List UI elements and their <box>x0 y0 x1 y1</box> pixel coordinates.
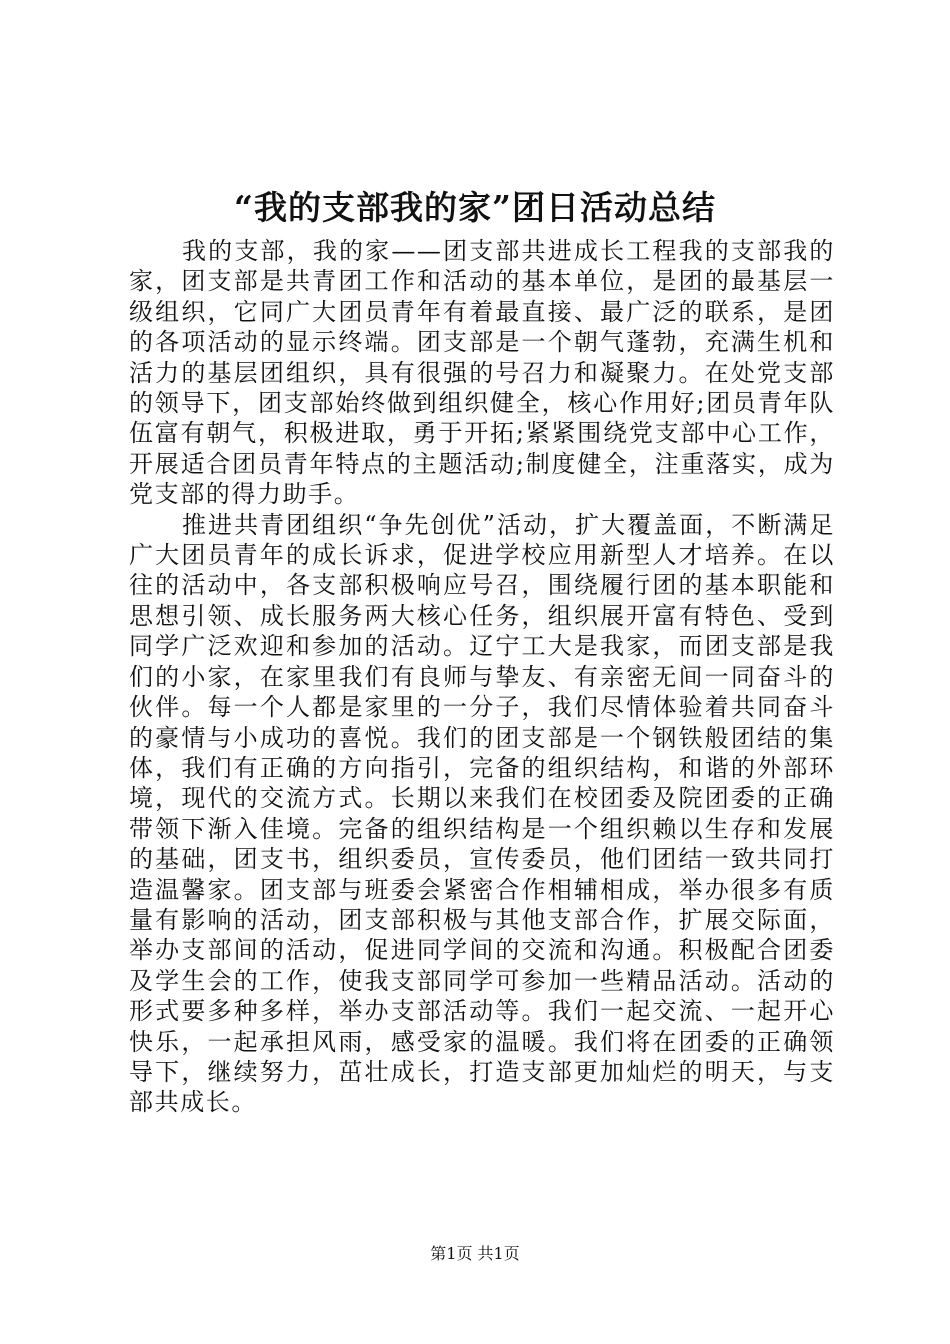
body-paragraph-2: 推进共青团组织“争先创优”活动，扩大覆盖面，不断满足广大团员青年的成长诉求，促进学校应用新型人才培养。在以往的活动中，各支部积极响应号召，围绕履行团的基本职能和思想引领、成长服务两大核心任务，组织展开富有特色、受到同学广泛欢迎和参加的活动。辽宁工大是我家，而团支部是我们的小家，在家里我们有良师与挚友、有亲密无间一同奋斗的伙伴。每一个人都是家里的一分子，我们尽情体验着共同奋斗的豪情与小成功的喜悦。我们的团支部是一个钢铁般团结的集体，我们有正确的方向指引，完备的组织结构，和谐的外部环境，现代的交流方式。长期以来我们在校团委及院团委的正确带领下渐入佳境。完备的组织结构是一个组织赖以生存和发展的基础，团支书，组织委员，宣传委员，他们团结一致共同打造温馨家。团支部与班委会紧密合作相辅相成，举办很多有质量有影响的活动，团支部积极与其他支部合作，扩展交际面，举办支部间的活动，促进同学间的交流和沟通。积极配合团委及学生会的工作，使我支部同学可参加一些精品活动。活动的形式要多种多样，举办支部活动等。我们一起交流、一起开心快乐，一起承担风雨，感受家的温暖。我们将在团委的正确领导下，继续努力，茁壮成长，打造支部更加灿烂的明天，与支部共成长。 <box>129 510 835 1117</box>
page-number-footer: 第1页 共1页 <box>430 1244 520 1263</box>
body-paragraph-1: 我的支部，我的家——团支部共进成长工程我的支部我的家，团支部是共青团工作和活动的基本单位，是团的最基层一级组织，它同广大团员青年有着最直接、最广泛的联系，是团的各项活动的显示终端。团支部是一个朝气蓬勃，充满生机和活力的基层团组织，具有很强的号召力和凝聚力。在处党支部的领导下，团支部始终做到组织健全，核心作用好;团员青年队伍富有朝气，积极进取，勇于开拓;紧紧围绕党支部中心工作，开展适合团员青年特点的主题活动;制度健全，注重落实，成为党支部的得力助手。 <box>129 237 835 509</box>
document-body <box>129 236 835 1118</box>
document-title: “我的支部我的家”团日活动总结 <box>234 188 716 227</box>
